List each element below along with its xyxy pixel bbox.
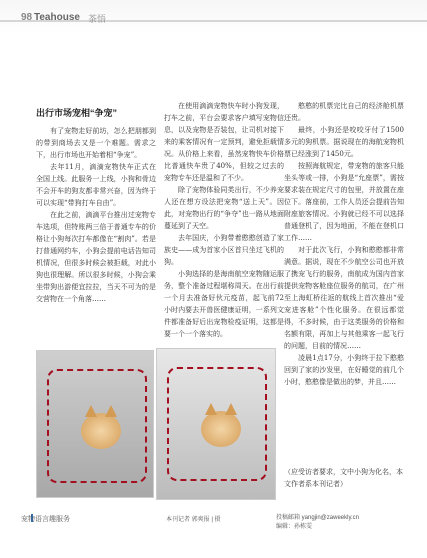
paragraph: 去年国庆，小狗带着憨憨创造了家族史——成为首家小区首只坐过飞机的狗。: [164, 234, 284, 266]
article-column-2: [164, 100, 284, 340]
footer-left: 宠物语言趣服务: [21, 516, 70, 523]
paragraph: 对于此次飞行，小狗和憨憨都非常满意。据说，现在不少航空公司也开放了携宠飞行的服务，南航成为国内首家提供宠物客舱座位服务的航司，在广州至上海虹桥往返的航线上首次推出“爱宠进客舱”个性化服务。在很远都觉得，不多时候，由于这类服务的价格和名额有限，再加上与其他乘客一起飞行的问题，目前的情况……: [284, 246, 404, 350]
paragraph: 小狗选择的是海南航空宠物随运服务，整个准备过程堪称周天。在出行前一个月去准备好伙元疫苗，起飞前72小时内要去开兽医健康证明，一系列文件都准备好后出宠物检疫证明，这都是要一个一个落实的。: [164, 270, 284, 338]
section-title: Teahouse: [34, 12, 80, 23]
footer-credit: 本刊记者 郭爽报 | 摄: [166, 517, 221, 523]
paragraph: 按照海航规定，带宠物的旅客只能坐头等或一排，小狗是“允座票”，需按要求装在规定尺寸的包里，并放置在座位下。落座前，工作人员还会提前告知附座旅客情况。小狗就已经不可以选择普通登机了，因为地面，不能在登机口工作……: [284, 162, 404, 242]
article-column-3: [284, 100, 404, 388]
article-title: 出行市场宠相“争宠”: [36, 108, 118, 118]
paragraph: 在此之前，滴滴平台推出过宠物专车选项，但特账两三倍于普通专车的价格让小狗每次打车都像在“割肉”。若是打普通网约车，小狗会提前电话告知司机情况，但很多时候会被拒载，对此小狗也很理解。所以很多时候，小狗会乘坐带狗出游便宜拉拉，当天不可为的是交营物在一个角落……: [36, 211, 156, 303]
photo-dog-in-crate-left: [36, 350, 154, 498]
footer-contact: [276, 514, 359, 532]
paragraph: 在使用滴滴宠物快车时小狗发现，打车之前，平台会要求客户填写宠物信息，以及宠物是否装包，让司机对接下来的乘客情况有一定预判，避免拒载情况。从价格上来看，虽然宠物快车价格比普通快车贵了40%，但较之过去的宠物专车还是温和了不少。: [164, 102, 284, 182]
paragraph: 去年11月，滴滴宠物快车正式在全国上线。此服务一上线，小狗和骨边不会开车的狗友都非常兴奋，因为终于可以实现“带狗打车自由”。: [36, 163, 156, 207]
paragraph: 最终，小狗还是咬咬牙付了1500多元的狗机票。据说现在的海航宠物机票已经涨到了1450元。: [284, 126, 404, 158]
photo-dog-in-crate-right: [156, 348, 276, 500]
paragraph: 除了宠物体验同类出行，不少养宠人还在想方设法把宠物“送上天”。因此，对宠物出行的“争夺”也一路从地面蔓延到了天空。: [164, 186, 284, 230]
dog-icon: [81, 413, 121, 449]
paragraph: 凌晨1点17分，小狗终于拉下憨憨回到了家的沙发里，在好睡觉的前几个小时，憨憨像是做出的梦，并且……: [284, 354, 404, 386]
paragraph: 憨憨的机票完比自己的经济舱机票还贵。: [284, 102, 404, 122]
page-number: 98: [21, 12, 33, 23]
author-note: （应受访者要求，文中小狗为化名，本文作者系本刊记者）: [284, 468, 403, 488]
article-column-1: [36, 106, 156, 305]
section-subtitle: 茶悟: [88, 14, 107, 24]
footer-email: 投稿邮箱 yangjin@zaweekly.cn: [276, 515, 360, 521]
footer-editor: 编辑：孙栋雯: [276, 524, 313, 530]
paragraph: 有了宠物走好前坊，怎么把朋都到的带到商场去又是一个难题。需求之下，出行市场也开始着相“争宠”。: [36, 127, 156, 159]
dog-icon: [201, 411, 241, 447]
